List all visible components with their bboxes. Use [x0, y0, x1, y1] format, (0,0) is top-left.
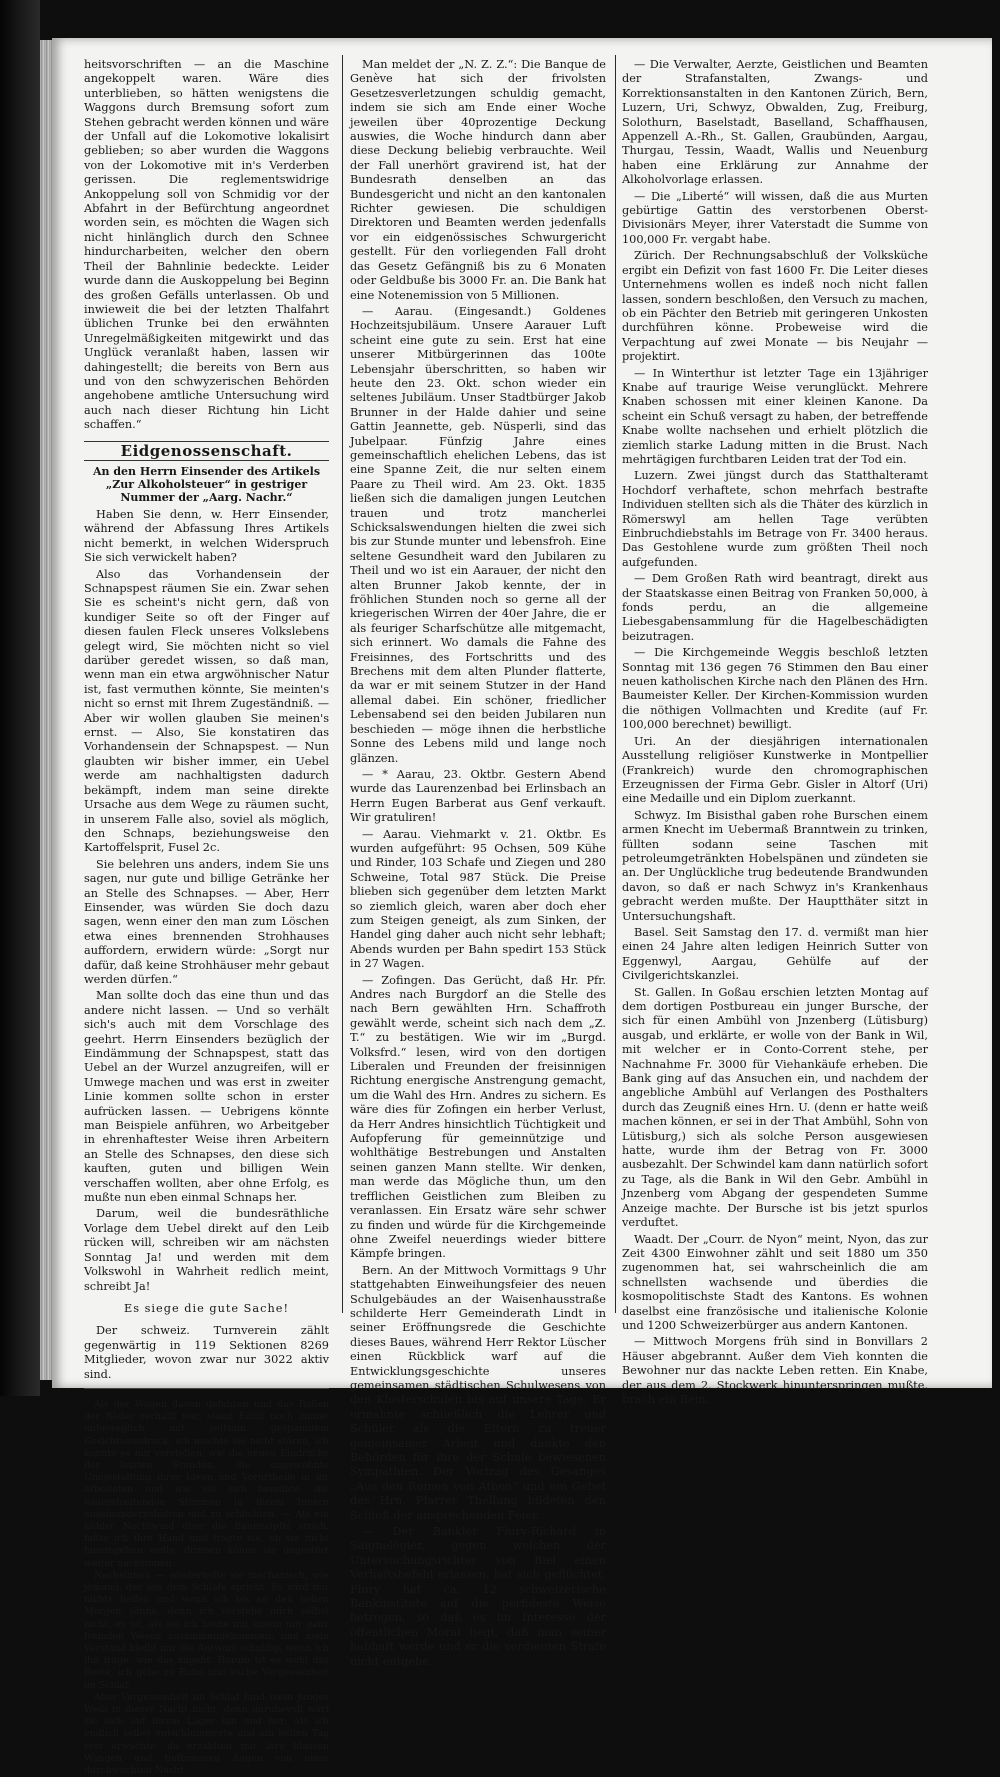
article-text: Waadt. Der „Courr. de Nyon“ meint, Nyon, das zur Zeit 4300 Einwohner zählt und seit 1880 um 350 zugenommen hat, sei wahrscheinlich die am schnellsten wachsende und überdies die kosmopolitischste Stadt des Kantons. Es wohnen daselbst eine französische und italienische Kolonie und 1200 Schweizerbürger aus andern Kantonen. — [622, 1232, 928, 1332]
article-text: — Dem Großen Rath wird beantragt, direkt aus der Staatskasse einen Beitrag von Franken 50,000, à fonds perdu, an die allgemeine Liebesgabensammlung für die Hagelbeschädigten beizutragen. — [622, 572, 928, 643]
article-text: Bern. An der Mittwoch Vormittags 9 Uhr stattgehabten Einweihungsfeier des neuen Schulgebäudes an der Waisenhausstraße schilderte Herr Gemeinderath Lindt in seiner Eröffnungsrede die Geschichte dieses Baues, während Herr Rektor Lüscher einen Rückblick warf auf die Entwicklungsgeschichte unseres gemeinsamen städtischen Schulwesens von den Klosterschulen bis auf unsere Tage. Er ermahnte schließlich die Lehrer und Schüler als die Eltern zu treuer gemeinsamer Arbeit und dankte den Behörden für ihre der Schule bewiesenen Sympathien. Der Vortrag des Gesanges „Aus den Ruinen von Athen“ und ein Gebet des Hrn. Pfarrer Thellung bildeten den Schluß der ansprechenden Feier. — [350, 1263, 606, 1522]
feuilleton — [84, 1399, 329, 1777]
article-text: — Mittwoch Morgens früh sind in Bonvillars 2 Häuser abgebrannt. Außer dem Vieh konnten die Bewohner nur das nackte Leben retten. Ein Knabe, der aus dem 2. Stockwerk hinunterspringen mußte, brach ein Bein. — [622, 1335, 928, 1406]
article-text: — Die „Liberté“ will wissen, daß die aus Murten gebürtige Gattin des verstorbenen Oberst-Divisionärs Meyer, ihrer Vaterstadt die Summe von 100,000 Fr. vergabt habe. — [622, 189, 928, 246]
article-title: An den Herrn Einsender des Artikels „Zur Alkoholsteuer“ in gestriger Nummer der „Aarg. Nachr.“ — [92, 464, 321, 504]
section-heading: Eidgenossenschaft. — [84, 441, 329, 461]
article-text: — Aarau. Viehmarkt v. 21. Oktbr. Es wurden aufgeführt: 95 Ochsen, 509 Kühe und Rinder, 103 Schafe und Ziegen und 280 Schweine, Total 987 Stück. Die Preise blieben sich gegenüber dem letzten Markt so ziemlich gleich, waren aber doch eher zum Steigen geneigt, als zum Sinken, der Handel ging daher auch nicht sehr lebhaft; Abends wurden per Bahn spedirt 153 Stück in 27 Wagen. — [350, 827, 606, 971]
column-1 — [84, 58, 329, 1777]
article-text: Sie belehren uns anders, indem Sie uns sagen, nur gute und billige Getränke her an Stelle des Schnapses. — Aber, Herr Einsender, was würden Sie doch dazu sagen, wenn einer den man zum Löschen etwa eines brennenden Strohhauses auffordern, erwidern würde: „Sorgt nur dafür, daß keine Strohhäuser mehr gebaut werden dürfen.“ — [84, 857, 329, 986]
article-text: Schwyz. Im Bisisthal gaben rohe Burschen einem armen Knecht im Uebermaß Branntwein zu trinken, füllten sodann seine Taschen mit petroleumgetränkten Hobelspänen und zündeten sie an. Der Unglückliche trug bedeutende Brandwunden davon, so daß er nach Schwyz in's Krankenhaus gebracht werden mußte. Der Hauptthäter sitzt in Untersuchungshaft. — [622, 808, 928, 923]
article-text: — Zofingen. Das Gerücht, daß Hr. Pfr. Andres nach Burgdorf an die Stelle des nach Bern gewählten Hrn. Schaffroth gewählt werde, scheint sich nach dem „Z. T.“ zu bestätigen. Wie wir im „Burgd. Volksfrd.“ lesen, wird von den dortigen Liberalen und Freunden der freisinnigen Richtung energische Anstrengung gemacht, um die Wahl des Hrn. Andres zu sichern. Es wäre dies für Zofingen ein herber Verlust, da Herr Andres hinsichtlich Tüchtigkeit und Aufopferung für gemeinnützige und wohlthätige Bestrebungen und Anstalten seinen ganzen Mann stellte. Wir denken, man werde das Mögliche thun, um den trefflichen Geistlichen zum Bleiben zu veranlassen. Ein Ersatz wäre sehr schwer zu finden und würde für die Kirchgemeinde ohne Zweifel neuerdings wieder bittere Kämpfe bringen. — [350, 973, 606, 1261]
column-2 — [350, 58, 606, 1671]
page-edges — [40, 40, 52, 1380]
feuilleton-divider — [84, 1388, 329, 1389]
feuilleton-paragraph: Aber Vergessenheit im Schlaf fand mein junges Weib in dieser Nacht nicht, denn unruhevoll warf sie sich auf ihrem Lager hin und her; als ich endlich selbst entschlummerte und am hellen Tag erst erwachte, da erzählten mir ihre blassen Wangen und tiefbraunen Augen von einer durchwachten Nacht. — [84, 1691, 329, 1777]
article-text: — Die Kirchgemeinde Weggis beschloß letzten Sonntag mit 136 gegen 76 Stimmen den Bau einer neuen katholischen Kirche nach den Plänen des Hrn. Baumeister Keller. Der Kirchen-Kommission wurden die nöthigen Vollmachten und Kredite (auf Fr. 100,000 berechnet) bewilligt. — [622, 646, 928, 732]
article-text: — Aarau. (Eingesandt.) Goldenes Hochzeitsjubiläum. Unsere Aarauer Luft scheint eine gute zu sein. Erst hat eine unserer Mitbürgerinnen das 100te Lebensjahr überschritten, so haben wir heute den 23. Okt. schon wieder ein seltenes Jubiläum. Unser Stadtbürger Jakob Brunner in der Halde dahier und seine Gattin Jeannette, geb. Nüsperli, sind das Jubelpaar. Fünfzig Jahre eines gemeinschaftlich ehelichen Lebens, das ist eine Spanne Zeit, die nur selten einem Paare zu Theil wird. Am 23. Okt. 1835 ließen sich die damaligen jungen Leutchen trauen und trotz mancherlei Schicksalswendungen hielten die zwei sich bis zur Stunde munter und lebensfroh. Eine seltene Gesundheit ward den Jubilaren zu Theil und wo ist ein Aarauer, der nicht den alten Brunner Jakob kennte, der in fröhlichen Stunden noch so gerne all der kriegerischen Wirren der 40er Jahre, die er als feuriger Scharfschütze alle mitgemacht, sich erinnert. Wo damals die Fahne des Freisinnes, des Fortschritts und des Brechens mit dem alten Plunder flatterte, da war er mit seinem Stutzer in der Hand allemal dabei. Ein schöner, friedlicher Lebensabend sei den beiden Jubilaren nun beschieden — möge ihnen die herbstliche Sonne des Lebens mild und lange noch glänzen. — [350, 304, 606, 765]
column-rule-1 — [342, 55, 343, 1313]
article-text: — Der Bankier Flury-Richard in Saignelégier, gegen welchen der Untersuchungsrichter von Biel einen Verhaftsbefehl erlassen, hat sich geflüchtet. Flury hat ca. 12 schweizerische Bankinstitute auf die perfideste Weise betrogen, so daß es im Interesse der öffentlichen Moral liegt, daß man seiner habhaft werde und er die verdienten Strafe nicht entgehe. — [350, 1525, 606, 1668]
article-text: — * Aarau, 23. Oktbr. Gestern Abend wurde das Laurenzenbad bei Erlinsbach an Herrn Eugen Barberat aus Genf verkauft. Wir gratuliren! — [350, 767, 606, 825]
article-text: Der schweiz. Turnverein zählt gegenwärtig in 119 Sektionen 8269 Mitglieder, wovon zwar nur 3022 aktiv sind. — [84, 1324, 329, 1381]
feuilleton-paragraph: Als der Wagen davon gefahren und das Rollen der Räder verhallt war, stand Edith noch immer unbeweglich mit seltsam gespanntem Gesichtsausdruck; ich mochte sie nicht stören, ich konnte es mir vorstellen, wie die neuen Eindrücke der letzten Stunden, die ungewohnte Umgestaltung ihrer Ideen und Vorurtheile in ihr arbeiteten und wie sie sich bemühte, die widerstreitenden Stimmen in ihrem Innern auseinanderzuhalten und zu schlichten. — Als ein kühler Nachtwind über die Baumwipfel strich, faßte ich ihre Hand und fragte sie, ob sie nicht hineingehen wolle, drinnen könne sie ungestört weiter nachsinnen. — [84, 1398, 329, 1569]
book-binding — [0, 0, 40, 1396]
article-text: St. Gallen. In Goßau erschien letzten Montag auf dem dortigen Postbureau ein junger Bursche, der sich für einen Ambühl von Jnzenberg (Lütisburg) ausgab, und erklärte, er wolle von der Bank in Wil, mit welcher er in Conto-Corrent stehe, per Nachnahme Fr. 3000 für Viehankäufe erheben. Die Bank ging auf das Ansuchen ein, und nachdem der angebliche Ambühl auf Verlangen des Posthalters durch das Zeugniß eines Hrn. U. (denn er hatte weiß machen können, er sei in der That Ambühl, Sohn von Lütisburg,) sich als solche Person ausgewiesen hatte, wurde ihm der Betrag von Fr. 3000 ausbezahlt. Der Schwindel kam dann natürlich sofort zu Tage, als die Bank in Wil den Gebr. Ambühl in Jnzenberg vom Abgang der gespendeten Summe Anzeige machte. Der Bursche ist bis jetzt spurlos verduftet. — [622, 985, 928, 1230]
article-text: heitsvorschriften — an die Maschine angekoppelt waren. Wäre dies unterblieben, so hätten wenigstens die Waggons durch Bremsung sofort zum Stehen gebracht werden können und wäre der Unfall auf die Lokomotive lokalisirt geblieben; so aber wurden die Waggons von der Lokomotive mit in's Verderben gerissen. Die reglementswidrige Ankoppelung soll von Schmidig vor der Abfahrt in der Befürchtung angeordnet worden sein, es möchten die Wagen sich nicht hinlänglich durch den Schnee hindurcharbeiten, welcher den obern Theil der Bahnlinie bedeckte. Leider wurde dann die Auskoppelung bei Beginn des großen Gefälls unterlassen. Ob und inwieweit die bei der letzten Thalfahrt üblichen Trunke bei den erwähnten Unregelmäßigkeiten mitgewirkt und das Unglück veranlaßt haben, lassen wir dahingestellt; die bereits von Bern aus und von den schwyzerischen Behörden angehobene amtliche Untersuchung wird auch nach dieser Richtung hin Licht schaffen.“ — [84, 58, 329, 432]
column-rule-2 — [615, 55, 616, 1313]
article-text: Darum, weil die bundesräthliche Vorlage dem Uebel direkt auf den Leib rücken will, schreiben wir am nächsten Sonntag Ja! und werden mit dem Volkswohl in Wahrheit redlich meint, schreibt Ja! — [84, 1207, 329, 1293]
article-text: Also das Vorhandensein der Schnapspest räumen Sie ein. Zwar sehen Sie es scheint's nicht gern, daß von kundiger Seite so oft der Finger auf diesen faulen Fleck unseres Volkslebens gelegt wird, Sie möchten nicht so viel darüber geredet wissen, so daß man, wenn man ein etwa argwöhnischer Natur ist, fast vermuthen könnte, Sie meinten's nicht so ernst mit Ihrem Zugeständniß. — Aber wir wollen glauben Sie meinen's ernst. — Also, Sie konstatiren das Vorhandensein der Schnapspest. — Nun glaubten wir bisher immer, ein Uebel werde am nachhaltigsten dadurch bekämpft, indem man seine direkte Ursache aus dem Wege zu räumen sucht, in unserem Falle also, soviel als möglich, den Schnaps, beziehungsweise den Kartoffelsprit, Fusel 2c. — [84, 567, 329, 855]
article-text: Zürich. Der Rechnungsabschluß der Volksküche ergibt ein Defizit von fast 1600 Fr. Die Leiter dieses Unternehmens wollen es indeß noch nicht fallen lassen, sondern beschloßen, den Versuch zu machen, ob ein Pächter den Betrieb mit geringeren Unkosten durchführen könne. Probeweise wird die Verpachtung auf zwei Monate — bis Neujahr — projektirt. — [622, 249, 928, 364]
article-text: — Die Verwalter, Aerzte, Geistlichen und Beamten der Strafanstalten, Zwangs- und Korrektionsanstalten in den Kantonen Zürich, Bern, Luzern, Uri, Schwyz, Obwalden, Zug, Freiburg, Solothurn, Baselstadt, Baselland, Schaffhausen, Appenzell A.-Rh., St. Gallen, Graubünden, Aargau, Thurgau, Tessin, Waadt, Wallis und Neuenburg haben eine Erklärung zur Annahme der Alkoholvorlage erlassen. — [622, 58, 928, 187]
article-text: Basel. Seit Samstag den 17. d. vermißt man hier einen 24 Jahre alten ledigen Heinrich Sutter von Eggenwyl, Aargau, Gehülfe auf der Civilgerichtskanzlei. — [622, 925, 928, 983]
feuilleton-paragraph: Nachsinnen — wiederholte sie mechanisch, wie jemand, der aus dem Schlafe spricht. Es wird mir nichts helfen und wenn ich bis an den hellen Morgen sänne, denn ich verstehe mich selbst nicht, es ist, als sei ich heute mit einem mir ganz fremden Wesen zusammengekommen, und mein Verstand bleibt mir die Antwort schuldig, wenn ich ihn frage, wie das zugeht. Darum ist es wohl das Beste, ich gebe zu Ruhe und suche Vergessenheit im Schlaf. — [84, 1569, 329, 1691]
article-text: Luzern. Zwei jüngst durch das Statthalteramt Hochdorf verhaftete, schon mehrfach bestrafte Individuen stellten sich als die Thäter des kürzlich in Römerswyl am hellen Tage verübten Einbruchdiebstahls im Betrage von Fr. 3400 heraus. Das Gestohlene wurde zum größten Theil noch aufgefunden. — [622, 469, 928, 569]
article-text: Man meldet der „N. Z. Z.“: Die Banque de Genève hat sich der frivolsten Gesetzesverletzungen schuldig gemacht, indem sie sich am Ende einer Woche jeweilen über 40prozentige Deckung auswies, die Woche hindurch dann aber diese Deckung beliebig verbrauchte. Weil der Fall unerhört gravirend ist, hat der Bundesrath denselben an das Bundesgericht und nicht an den kantonalen Richter gewiesen. Die schuldigen Direktoren und Beamten werden jedenfalls vor ein eidgenössisches Schwurgericht gestellt. Für den vorliegenden Fall droht das Gesetz Gefängniß bis zu 6 Monaten oder Geldbuße bis 3000 Fr. an. Die Bank hat eine Notenemission von 5 Millionen. — [350, 58, 606, 302]
motto: Es siege die gute Sache! — [124, 1301, 289, 1315]
column-3 — [622, 58, 928, 1409]
article-text: Man sollte doch das eine thun und das andere nicht lassen. — Und so verhält sich's auch mit dem Vorschlage des geehrt. Herrn Einsenders bezüglich der Eindämmung der Schnapspest, statt das Uebel an der Wurzel anzugreifen, will er Umwege machen und was erst in zweiter Linie kommen sollte schon in erster aufrücken lassen. — Uebrigens könnte man Beispiele anführen, wo Arbeitgeber in ehrenhaftester Weise ihren Arbeitern an Stelle des Schnapses, den diese sich kauften, guten und billigen Wein verschaffen wollten, aber ohne Erfolg, es mußte nun eben einmal Schnaps her. — [84, 989, 329, 1205]
article-text: Uri. An der diesjährigen internationalen Ausstellung religiöser Kunstwerke in Montpellier (Frankreich) wurde den chromographischen Erzeugnissen der Firma Gebr. Gisler in Altorf (Uri) eine Medaille und ein Diplom zuerkannt. — [622, 734, 928, 806]
article-text: Haben Sie denn, w. Herr Einsender, während der Abfassung Ihres Artikels nicht bemerkt, in welchen Widerspruch Sie sich verwickelt haben? — [84, 507, 329, 565]
article-text: — In Winterthur ist letzter Tage ein 13jähriger Knabe auf traurige Weise verunglückt. Mehrere Knaben schossen mit einer kleinen Kanone. Da scheint ein Schuß versagt zu haben, der betreffende Knabe wollte nachsehen und erhielt plötzlich die ziemlich starke Ladung mitten in die Brust. Nach mehrtägigen furchtbaren Leiden trat der Tod ein. — [622, 366, 928, 466]
